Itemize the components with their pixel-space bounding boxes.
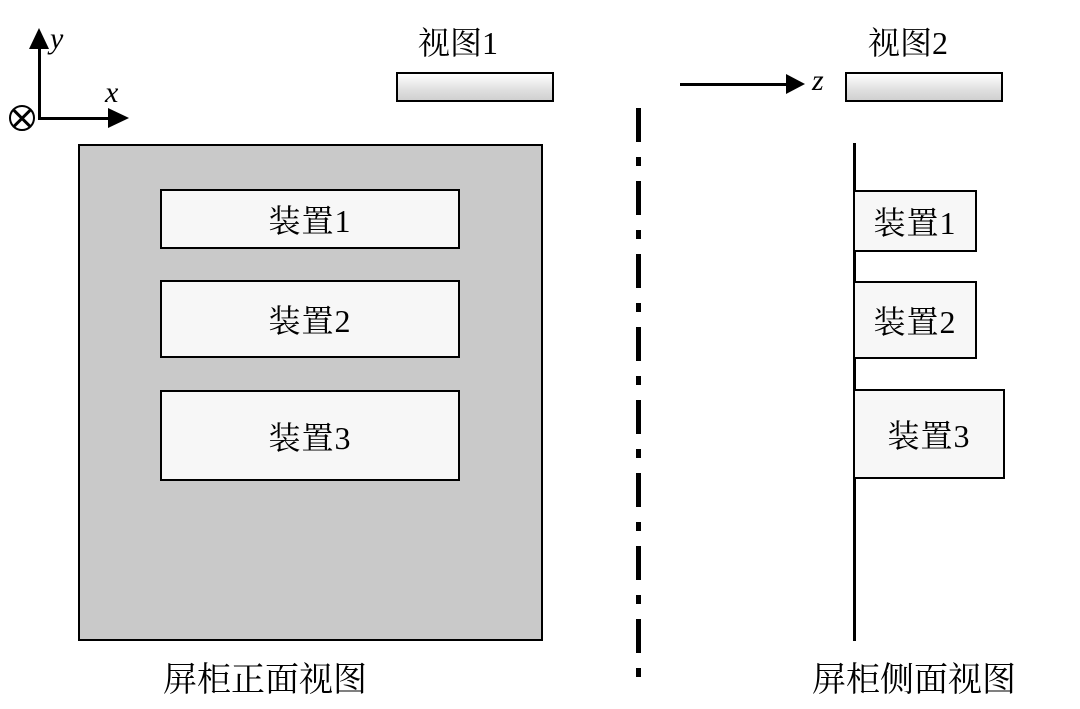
- side-device-2[interactable]: [853, 281, 977, 359]
- front-device-2[interactable]: [160, 280, 460, 358]
- front-device-3[interactable]: [160, 390, 460, 481]
- front-device-3-label: 装置3: [268, 419, 352, 456]
- side-device-3-label: 装置3: [887, 418, 971, 454]
- side-device-1[interactable]: [853, 190, 977, 252]
- z-axis-line: [680, 83, 790, 86]
- x-axis-label: x: [105, 76, 119, 109]
- z-axis-label: z: [812, 64, 824, 97]
- y-axis-label: y: [50, 22, 64, 55]
- origin-out-of-page-icon: [9, 105, 35, 131]
- front-view-caption: 屏柜正面视图: [163, 662, 367, 699]
- view2-title: 视图2: [868, 25, 949, 61]
- front-device-1-label: 装置1: [268, 203, 352, 239]
- view2-strip: [845, 72, 1003, 102]
- front-device-2-label: 装置2: [268, 303, 352, 339]
- front-device-1[interactable]: [160, 189, 460, 249]
- view1-strip: [396, 72, 554, 102]
- side-device-2-label: 装置2: [873, 304, 957, 340]
- side-device-3[interactable]: [853, 389, 1005, 479]
- y-axis-arrowhead-icon: [29, 28, 49, 49]
- side-view-caption: 屏柜侧面视图: [812, 662, 1016, 699]
- x-axis-line: [40, 117, 112, 120]
- z-axis-arrowhead-icon: [786, 74, 805, 94]
- side-device-1-label: 装置1: [873, 205, 957, 241]
- x-axis-arrowhead-icon: [108, 108, 129, 128]
- y-axis-line: [38, 48, 41, 120]
- view1-title: 视图1: [418, 25, 499, 61]
